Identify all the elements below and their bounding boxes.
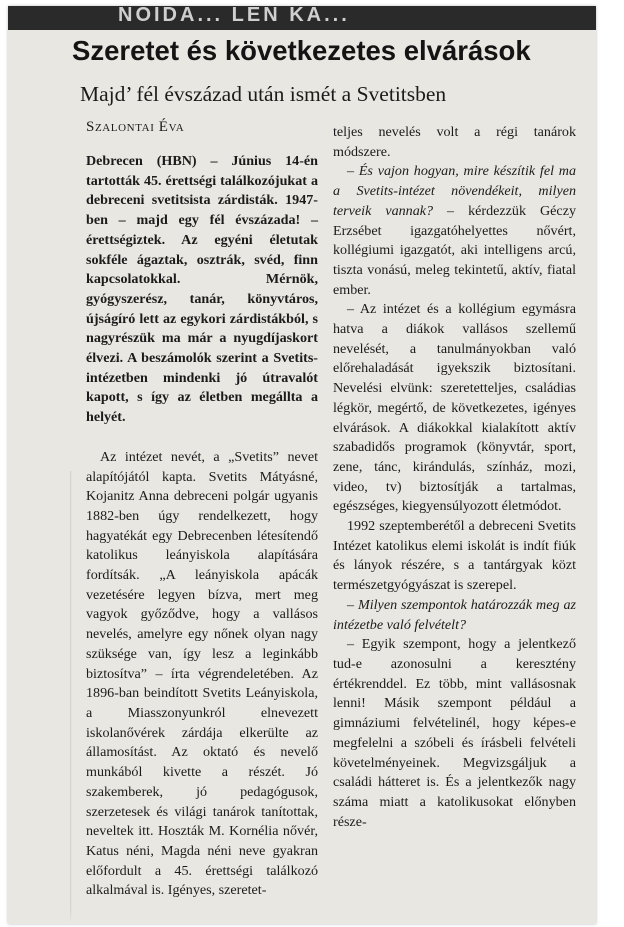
body-paragraph: Az intézet nevét, a „Svetits” nevet alapítójától kapta. Svetits Mátyásné, Kojanitz Anna debreceni polgár ugyanis 1882-ben úgy rendelkezett, hogy hagyatékát egy Debrecenben létesítendő katolikus leányiskola alapítására fordítsák. „A leányiskola apácák vezetésére legyen bízva, mert meg vagyok győződve, hogy a vallásos nevelés, amelyre egy nőnek olyan nagy szüksége van, így lesz a leginkább biztosítva” – írta végrendeletében. Az 1896-ban beindított Svetits Leányiskola, a Miasszonyunkról elnevezett iskolanővérek zárdája elkerülte az államosítást. Az oktató és nevelő munkából kivette a részét. Jó szakemberek, jó pedagógusok, szerzetesek és világi tanárok tanítottak, neveltek itt. Hoszták M. Kornélia nővér, Katus néni, Magda néni neve gyakran előfordult a 45. érettségi találkozó alkalmával is. Igényes, szeretet-	[86, 448, 318, 899]
clipping-bottom-edge	[8, 910, 596, 924]
paper-fold-shadow	[70, 471, 72, 921]
body-paragraph: 1992 szeptemberétől a debreceni Svetits Intézet katolikus elemi iskolát is indít fiúk és lányok részére, s a tantárgyak közt természetgyógyászat is szerepel.	[333, 518, 576, 594]
interview-answer: – Egyik szempont, hogy a jelentkező tud-e azonosulni a keresztény értékrenddel. Ez több, mint vallásosnak lenni! Másik szempont például a gimnáziumi felvételinél, hogy képes-e megfelelni a szóbeli és írásbeli felvételi követelményeinek. Megvizsgáljuk a családi hátteret is. És a jelentkezők nagy száma miatt a katolikusokat előnyben része-	[333, 636, 576, 830]
masthead-strip	[8, 6, 596, 30]
interview-answer: – Az intézet és a kollégium egymásra hatva a diákok vallásos szellemű nevelését, a tanulmányokban való előrehaladását igyekszik biztosítani. Nevelési elvünk: szeretetteljes, családias légkör, megértő, de következetes, igényes elvárások. A diákokkal kialakított aktív szabadidős programok (könyvtár, sport, zene, tánc, kirándulás, színház, mozi, video, tv) biztosítják a tartalmas, egészséges, kiegyensúlyozott életmódot.	[333, 301, 576, 515]
article-byline: Szalontai Éva	[86, 119, 185, 135]
interview-question	[333, 162, 576, 300]
masthead-fragment: NOIDA... LEN KA...	[118, 6, 350, 26]
article-subtitle: Majd’ fél évszázad után ismét a Svetitsben	[80, 82, 447, 106]
right-column	[333, 123, 576, 832]
question-continuation: kérdezzük Géczy Erzsébet igazgatóhelyettes nővért, kollégiumi igazgatót, aki intelligens arcú, tiszta vonású, meleg tekintetű, aktív, fiatal ember.	[333, 202, 576, 298]
interview-question: – Milyen szempontok határozzák meg az intézetbe való felvételt?	[333, 596, 576, 633]
left-column	[86, 152, 318, 901]
question-text: – És vajon hogyan, mire készítik fel ma a Svetits-intézet növendékeit, milyen terveik vannak? –	[333, 163, 576, 219]
newspaper-clipping	[8, 6, 596, 924]
body-paragraph: teljes nevelés volt a régi tanárok módszere.	[333, 124, 576, 160]
article-title: Szeretet és következetes elvárások	[72, 35, 531, 66]
lead-paragraph: Debrecen (HBN) – Június 14-én tartották 45. érettségi találkozójukat a debreceni svetitsista zárdisták. 1947-ben – majd egy fél évszázada! – érettségiztek. Az egyéni életutak sokféle ágaztak, osztrák, svéd, finn kapcsolatokkal. Mérnök, gyógyszerész, tanár, könyvtáros, újságíró lett az egykori zárdistákból, s nagyrészük ma már a nyugdíjaskort élvezi. A beszámolók szerint a Svetits-intézetben mindenki jó útravalót kapott, s így az életben megállta a helyét.	[86, 153, 318, 426]
